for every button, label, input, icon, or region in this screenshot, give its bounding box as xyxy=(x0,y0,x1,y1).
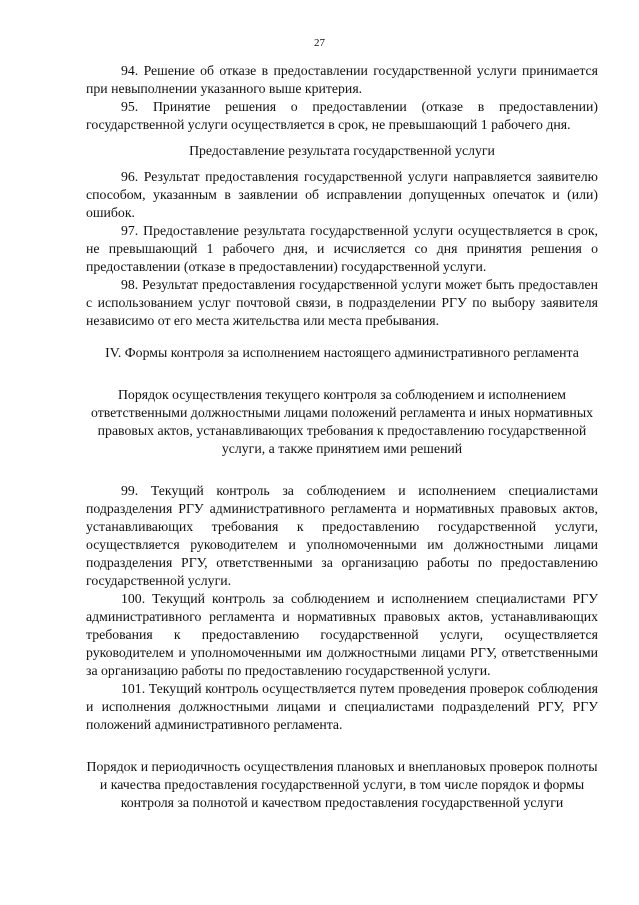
paragraph-98: 98. Результат предоставления государственной услуги может быть предоставлен с использованием услуг почтовой связи, в подразделении РГУ по выбору заявителя независимо от его места жительства или места пребывания. xyxy=(86,277,598,328)
spacer xyxy=(86,330,598,344)
spacer xyxy=(86,734,598,758)
page-number: 27 xyxy=(314,37,325,49)
spacer xyxy=(86,458,598,482)
spacer xyxy=(86,134,598,142)
document-body xyxy=(86,62,598,812)
paragraph-96: 96. Результат предоставления государственной услуги направляется заявителю способом, указанным в заявлении об исправлении допущенных опечаток и (или) ошибок. xyxy=(86,169,598,220)
spacer xyxy=(86,362,598,386)
paragraph-99: 99. Текущий контроль за соблюдением и исполнением специалистами подразделения РГУ административного регламента и нормативных правовых актов, устанавливающих требования к предоставлению государственной услуги, осуществляется руководителем и уполномоченными им должностными лицами подразделения РГУ, ответственными за организацию работы по предоставлению государственной услуги. xyxy=(86,483,598,588)
paragraph-95: 95. Принятие решения о предоставлении (отказе в предоставлении) государственной услуги осуществляется в срок, не превышающий 1 рабочего дня. xyxy=(86,99,598,132)
paragraph-94: 94. Решение об отказе в предоставлении государственной услуги принимается при невыполнении указанного выше критерия. xyxy=(86,63,598,96)
section-heading-current-control: Порядок осуществления текущего контроля за соблюдением и исполнением ответственными должностными лицами положений регламента и иных нормативных правовых актов, устанавливающих требования к предоставлению государственной услуги, а также принятием ими решений xyxy=(91,387,593,456)
section-heading-inspections: Порядок и периодичность осуществления плановых и внеплановых проверок полноты и качества предоставления государственной услуги, в том числе порядок и формы контроля за полнотой и качеством предоставления государственной услуги xyxy=(86,759,598,810)
paragraph-101: 101. Текущий контроль осуществляется путем проведения проверок соблюдения и исполнения должностными лицами и специалистами подразделений РГУ, РГУ положений административного регламента. xyxy=(86,681,598,732)
chapter-heading-iv: IV. Формы контроля за исполнением настоящего административного регламента xyxy=(105,345,579,360)
paragraph-100: 100. Текущий контроль за соблюдением и исполнением специалистами РГУ административного регламента и нормативных правовых актов, устанавливающих требования к предоставлению государственной услуги, осуществляется руководителем и уполномоченными им должностными лицами РГУ, ответственными за организацию работы по предоставлению государственной услуги. xyxy=(86,591,598,678)
section-heading-result: Предоставление результата государственной услуги xyxy=(189,143,495,158)
paragraph-97: 97. Предоставление результата государственной услуги осуществляется в срок, не превышающий 1 рабочего дня, и исчисляется со дня принятия решения о предоставлении (отказе в предоставлении) государственной услуги. xyxy=(86,223,598,274)
spacer xyxy=(86,160,598,168)
